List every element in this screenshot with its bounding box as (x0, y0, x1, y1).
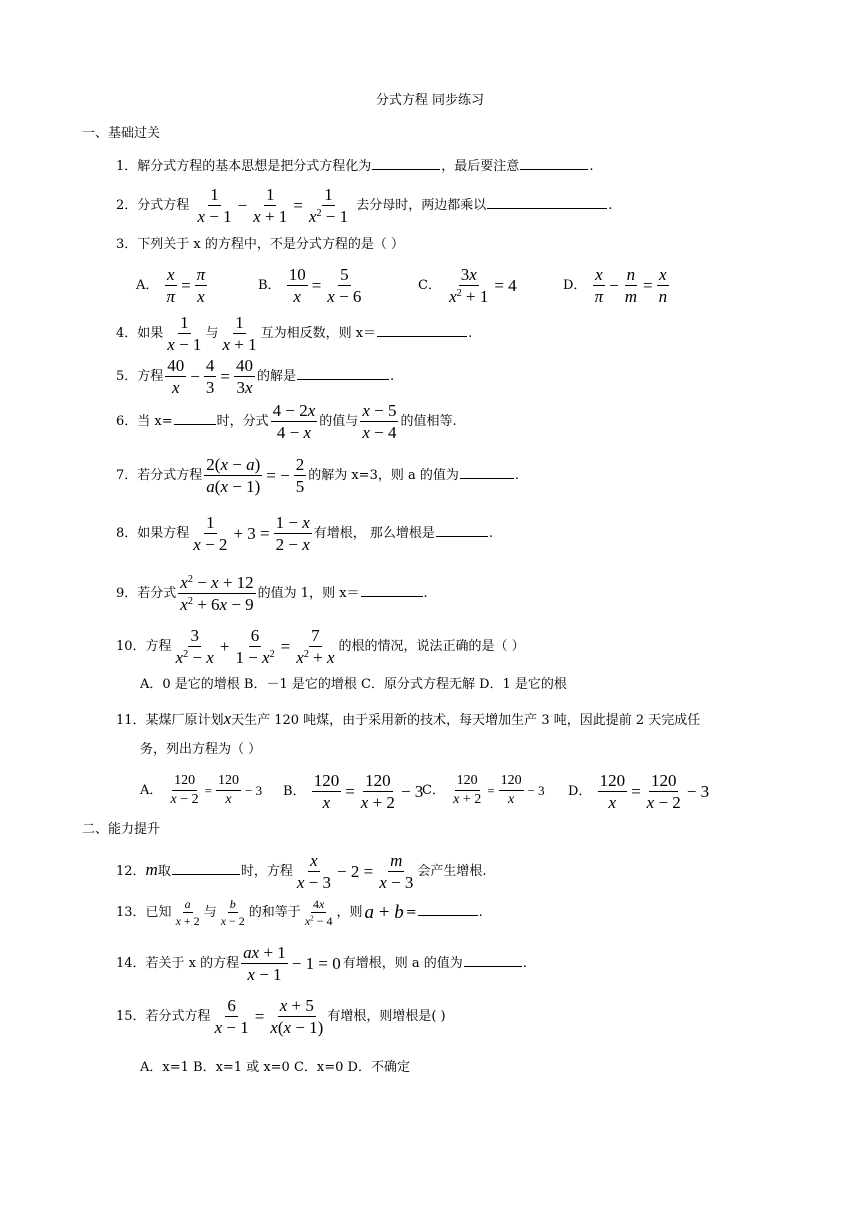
q1-end: . (589, 159, 594, 174)
q3-option-b[interactable]: B． $\frac{10}{x}$ = $\frac{5}{x - 6}$ (258, 265, 362, 306)
q15-number: 15． (116, 1009, 146, 1024)
q11-c-frac-2: $\frac{120}{x}$ (500, 773, 522, 807)
q3-b-frac-2: $\frac{5}{x - 6}$ (327, 265, 362, 306)
q9-end: . (423, 586, 428, 601)
q14-frac: $\frac{ax + 1}{x - 1}$ (243, 943, 286, 984)
q3-number: 3． (116, 237, 138, 252)
question-12: 12．m取 时，方程 $\frac{x}{x - 3}$ − 2 = $\frac{m}{x - 3}$ 会产生增根. (116, 851, 487, 892)
q7-number: 7． (116, 468, 138, 483)
q9-text-a: 若分式 (137, 586, 177, 601)
q12-text-c: 会产生增根. (417, 864, 487, 879)
q4-end: . (468, 326, 473, 341)
question-4 (116, 314, 472, 353)
q6-text-b: 时，分式 (216, 414, 269, 429)
q15-frac-2: $\frac{x + 5}{x(x - 1)}$ (270, 996, 324, 1037)
q3-a-frac-2: $\frac{\pi}{x}$ (196, 265, 206, 306)
q8-end: . (488, 526, 494, 541)
question-6 (116, 402, 457, 441)
q6-blank[interactable] (174, 423, 216, 425)
q3-option-b-label: B． (258, 278, 281, 293)
q2-end: . (608, 198, 613, 213)
q11-option-d-label: D． (568, 784, 592, 799)
q8-frac-2: $\frac{1 - x}{2 - x}$ (275, 513, 310, 554)
q14-text-b: 有增根，则 a 的值为 (342, 956, 463, 971)
question-1 (116, 160, 593, 173)
q6-text-a: 当 x= (137, 414, 173, 429)
q7-text-a: 若分式方程 (137, 468, 203, 483)
q4-number: 4． (116, 326, 138, 341)
q10-frac-1: $\frac{3}{x^2 - x}$ (175, 626, 214, 667)
q11-variable: x (223, 709, 232, 728)
q3-c-frac: $\frac{3x}{x^2 + 1}$ (449, 265, 489, 306)
question-7: 7．若分式方程 $\frac{2(x - a)}{a(x - 1)}$ = − $\frac{2}{5}$ 的解为 x=3，则 a 的值为 . (116, 455, 520, 496)
q10-frac-2: $\frac{6}{1 - x^2}$ (235, 626, 275, 667)
q2-number: 2． (116, 198, 138, 213)
q2-blank[interactable] (487, 207, 607, 209)
q11-text-a: 某煤厂原计划 (145, 713, 224, 728)
q4-text-c: 互为相反数，则 x＝ (260, 326, 377, 341)
q1-text-b: ，最后要注意 (441, 159, 520, 174)
q8-text-a: 如果方程 (137, 526, 190, 541)
q3-option-c[interactable]: C． $\frac{3x}{x^2 + 1}$ = 4 (418, 265, 517, 306)
question-14: 14．若关于 x 的方程 $\frac{ax + 1}{x - 1}$ − 1 = 0 有增根，则 a 的值为 . (116, 943, 527, 984)
q13-frac-3: $\frac{4x}{x^2 - 4}$ (304, 897, 333, 928)
q11-b-frac-2: $\frac{120}{x + 2}$ (360, 771, 395, 812)
q15-options[interactable]: A．x=1 B．x=1 或 x=0 C．x=0 D．不确定 (140, 1060, 410, 1075)
q3-option-c-label: C． (418, 278, 441, 293)
q12-frac-2: $\frac{m}{x - 3}$ (379, 851, 414, 892)
q12-text-b: 时，方程 (240, 864, 293, 879)
q14-end: . (522, 956, 527, 971)
q4-text-a: 如果 (137, 326, 164, 341)
q10-number: 10． (116, 639, 146, 654)
q13-text-a: 已知 (145, 905, 172, 920)
q10-text-b: 的根的情况，说法正确的是（ ） (338, 639, 525, 654)
q12-blank[interactable] (172, 873, 240, 875)
q13-text-c: 的和等于 (248, 905, 301, 920)
q3-option-d-label: D． (563, 278, 587, 293)
q8-frac-1: $\frac{1}{x - 2}$ (193, 513, 228, 554)
q5-text-a: 方程 (137, 369, 164, 384)
question-9 (116, 574, 428, 613)
q8-blank[interactable] (436, 535, 488, 537)
q13-text-e: = (405, 905, 417, 920)
q6-text-c: 的值与 (319, 414, 359, 429)
q9-text-b: 的值为 1，则 x＝ (257, 586, 360, 601)
q3-d-frac-2: $\frac{n}{m}$ (624, 265, 637, 306)
q2-fraction-2: $\frac{1}{x + 1}$ (253, 185, 288, 226)
section-advanced: 二、能力提升 (82, 822, 161, 837)
q8-text-b: 有增根， 那么增根是 (313, 526, 435, 541)
q5-number: 5． (116, 369, 138, 384)
q5-text-b: 的解是 (256, 369, 296, 384)
q14-number: 14． (116, 956, 146, 971)
q11-option-c[interactable]: C． $\frac{120}{x + 2}$ = $\frac{120}{x}$ − 3 (422, 773, 545, 807)
q11-c-frac-1: $\frac{120}{x + 2}$ (453, 773, 482, 807)
q1-number: 1． (116, 159, 138, 174)
q3-b-frac-1: $\frac{10}{x}$ (288, 265, 306, 306)
q11-option-c-label: C． (422, 783, 445, 798)
question-3 (116, 238, 404, 251)
q7-text-b: 的解为 x=3，则 a 的值为 (308, 468, 459, 483)
q10-options[interactable]: A．0 是它的增根 B．－1 是它的增根 C．原分式方程无解 D．1 是它的根 (140, 677, 567, 692)
q11-text-b: 天生产 120 吨煤，由于采用新的技术，每天增加生产 3 吨，因此提前 2 天完成任 (231, 713, 701, 728)
q10-frac-3: $\frac{7}{x^2 + x}$ (296, 626, 335, 667)
q15-frac-1: $\frac{6}{x - 1}$ (214, 996, 249, 1037)
q6-frac-2: $\frac{x - 5}{x - 4}$ (362, 401, 397, 442)
q11-option-d[interactable]: D． $\frac{120}{x}$ = $\frac{120}{x - 2}$ − 3 (568, 771, 710, 812)
q1-blank-2[interactable] (520, 168, 588, 170)
q15-text-a: 若分式方程 (145, 1009, 211, 1024)
q9-blank[interactable] (361, 595, 423, 597)
q11-a-frac-2: $\frac{120}{x}$ (218, 773, 239, 807)
q5-frac-2: $\frac{4}{3}$ (205, 356, 215, 397)
question-15: 15．若分式方程 $\frac{6}{x - 1}$ = $\frac{x + 5}{x(x - 1)}$ 有增根，则增根是( ) (116, 996, 446, 1037)
q13-blank[interactable] (418, 914, 478, 916)
q1-blank-1[interactable] (372, 168, 440, 170)
q2-fraction-1: $\frac{1}{x - 1}$ (197, 185, 232, 226)
question-8: 8．如果方程 $\frac{1}{x - 2}$ + 3 = $\frac{1 - x}{2 - x}$ 有增根， 那么增根是 . (116, 513, 494, 554)
q12-text-a: 取 (157, 864, 171, 879)
q10-text-a: 方程 (145, 639, 172, 654)
q3-option-d[interactable]: D． $\frac{x}{\pi}$ − $\frac{n}{m}$ = $\frac{x}{n}$ (563, 265, 668, 306)
q5-blank[interactable] (297, 378, 389, 380)
q11-b-frac-1: $\frac{120}{x}$ (313, 771, 340, 812)
q5-frac-1: $\frac{40}{x}$ (167, 356, 185, 397)
q12-number: 12． (116, 864, 146, 879)
q8-number: 8． (116, 526, 138, 541)
q7-end: . (514, 468, 520, 483)
q3-text: 下列关于 x 的方程中，不是分式方程的是（ ） (137, 237, 405, 252)
q5-end: . (390, 369, 395, 384)
q3-a-frac-1: $\frac{x}{\pi}$ (166, 265, 176, 306)
q13-end: . (478, 905, 483, 920)
q11-text-c: 务，列出方程为（ ） (140, 742, 262, 757)
q13-number: 13． (116, 905, 146, 920)
q13-frac-1: $\frac{a}{x + 2}$ (175, 897, 200, 928)
q7-frac-1: $\frac{2(x - a)}{a(x - 1)}$ (206, 455, 261, 496)
q6-frac-1: $\frac{4 - 2x}{4 - x}$ (272, 401, 316, 442)
question-2: 2．分式方程 $\frac{1}{x - 1}$ − $\frac{1}{x + 1}$ = $\frac{1}{x^2 - 1}$ 去分母时，两边都乘以 . (116, 185, 613, 226)
q11-option-a[interactable]: A． $\frac{120}{x - 2}$ = $\frac{120}{x}$ − 3 (140, 773, 263, 807)
q1-text-a: 解分式方程的基本思想是把分式方程化为 (137, 159, 372, 174)
q3-d-frac-3: $\frac{x}{n}$ (658, 265, 668, 306)
q12-frac-1: $\frac{x}{x - 3}$ (296, 851, 331, 892)
q14-blank[interactable] (464, 965, 522, 967)
q2-text-b: 去分母时，两边都乘以 (356, 198, 487, 213)
question-10: 10．方程 $\frac{3}{x^2 - x}$ + $\frac{6}{1 - x^2}$ = $\frac{7}{x^2 + x}$ 的根的情况，说法正确的是（ ） (116, 626, 525, 667)
q11-option-a-label: A． (140, 783, 163, 798)
q11-d-frac-1: $\frac{120}{x}$ (599, 771, 626, 812)
question-13: 13．已知 $\frac{a}{x + 2}$ 与 $\frac{b}{x - 2}$ 的和等于 $\frac{4x}{x^2 - 4}$ ，则 a + b = . (116, 897, 483, 928)
q11-number: 11． (116, 713, 146, 728)
q15-text-b: 有增根，则增根是( ) (327, 1009, 446, 1024)
q4-blank[interactable] (377, 335, 467, 337)
q12-variable: m (145, 860, 158, 879)
q4-frac-1: $\frac{1}{x - 1}$ (167, 313, 202, 354)
q6-text-d: 的值相等. (400, 414, 457, 429)
q11-d-frac-2: $\frac{120}{x - 2}$ (646, 771, 681, 812)
q2-text-a: 分式方程 (137, 198, 190, 213)
q9-frac: $\frac{x^2 - x + 12}{x^2 + 6x - 9}$ (180, 573, 254, 614)
q11-option-b[interactable]: B． $\frac{120}{x}$ = $\frac{120}{x + 2}$ − 3 (283, 771, 424, 812)
q4-text-b: 与 (205, 326, 219, 341)
q9-number: 9． (116, 586, 138, 601)
q5-frac-3: $\frac{40}{3x}$ (235, 356, 253, 397)
q13-text-d: ，则 (336, 905, 363, 920)
q11-option-b-label: B． (283, 784, 306, 799)
q3-d-frac-1: $\frac{x}{\pi}$ (594, 265, 604, 306)
q13-text-b: 与 (203, 905, 217, 920)
q6-number: 6． (116, 414, 138, 429)
q4-frac-2: $\frac{1}{x + 1}$ (222, 313, 257, 354)
q13-frac-2: $\frac{b}{x - 2}$ (220, 897, 245, 928)
question-11 (116, 710, 700, 727)
q11-a-frac-1: $\frac{120}{x - 2}$ (170, 773, 199, 807)
q3-option-a[interactable]: A． $\frac{x}{\pi}$ = $\frac{\pi}{x}$ (136, 265, 206, 306)
q7-frac-2: $\frac{2}{5}$ (295, 455, 305, 496)
page-title: 分式方程 同步练习 (375, 93, 485, 108)
question-5: 5．方程 $\frac{40}{x}$ − $\frac{4}{3}$ = $\frac{40}{3x}$ 的解是 . (116, 356, 395, 397)
q7-blank[interactable] (460, 477, 514, 479)
q2-fraction-3: $\frac{1}{x^2 - 1}$ (308, 185, 349, 226)
section-basic: 一、基础过关 (82, 126, 161, 141)
q14-text-a: 若关于 x 的方程 (145, 956, 240, 971)
q3-option-a-label: A． (136, 278, 159, 293)
